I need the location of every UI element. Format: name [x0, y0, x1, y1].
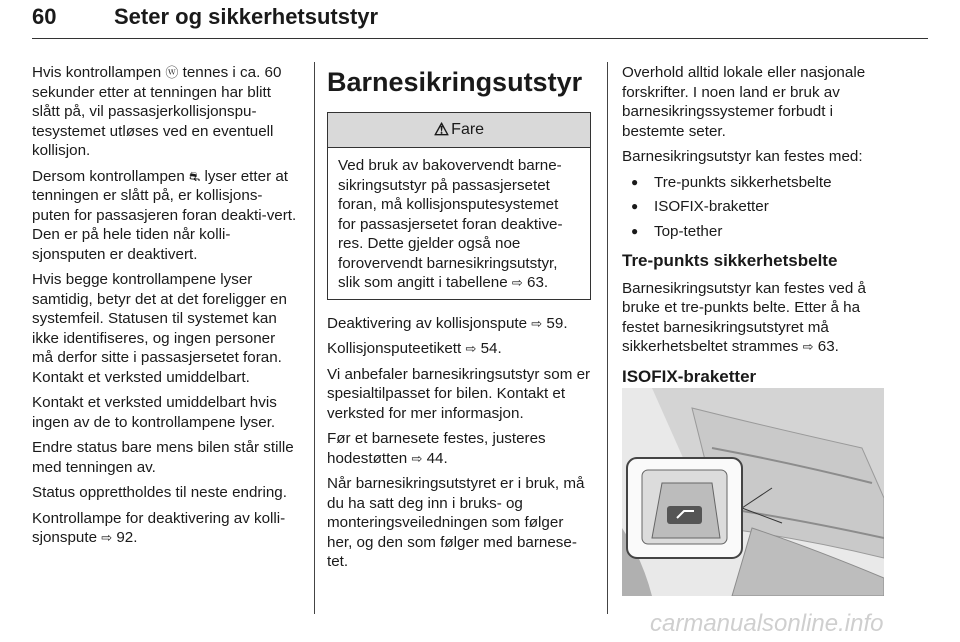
seat-illustration — [622, 388, 884, 596]
column-right — [622, 63, 892, 394]
cross-reference-link[interactable]: 54. — [476, 340, 502, 357]
cross-reference-link[interactable]: 44. — [422, 449, 448, 467]
section-title: Barnesikringsutstyr — [327, 67, 583, 97]
page-number: 60 — [32, 4, 57, 29]
list-item: ● ISOFIX-braketter — [622, 197, 892, 217]
paragraph: Barnesikringsutstyr kan festes med: — [622, 148, 863, 165]
column-middle — [327, 66, 591, 578]
cross-reference-link[interactable]: 63. — [522, 274, 549, 291]
watermark: carmanualsonline.info — [650, 610, 884, 637]
list-item: ● Top-tether — [622, 222, 892, 242]
paragraph: Deaktivering av kollisjonspute ⇨ 59. — [327, 314, 568, 332]
airbag-off-indicator-icon: ⛐ — [189, 168, 201, 184]
bullet-list — [622, 173, 892, 242]
column-left — [32, 63, 300, 554]
column-divider — [607, 62, 608, 614]
warning-box — [327, 112, 591, 300]
paragraph: Kontrollampe for deaktivering av kolli‐sjonspute ⇨ 92. — [32, 509, 286, 546]
paragraph: Endre status bare mens bilen står stille med tenningen av. — [32, 439, 294, 476]
warning-header — [328, 113, 590, 148]
paragraph: Status opprettholdes til neste endring. — [32, 484, 287, 501]
paragraph: Barnesikringsutstyr kan festes ved å bruke et tre-punkts belte. Etter å ha festet barnesikringsutstyret må sikkerhetsbeltet strammes ⇨ 63. — [622, 279, 866, 355]
warning-label: Fare — [451, 121, 485, 139]
paragraph: Kontakt et verksted umiddelbart hvis ingen av de to kontrollampene lyser. — [32, 394, 277, 431]
cross-reference-arrow-icon: ⇨ — [101, 530, 113, 545]
warning-text: Ved bruk av bakovervendt barne‐sikringsutstyr på passasjersetet foran, må kollisjonsputesystemet for passasjersetet foran deaktive‐res. Dette gjelder også noe forovervendt barnesikringsutstyr, slik som angitt i tabellene ⇨ 63. — [338, 157, 563, 291]
airbag-on-indicator-icon: ⓦ — [165, 65, 179, 80]
paragraph: Hvis begge kontrollampene lyser samtidig, betyr det at det foreligger en systemfeil. Statusen til systemet kan ikke identifiseres, og ingen personer må derfor sitte i passasjersetet foran. Kontakt et verksted umiddelbart. — [32, 271, 287, 386]
paragraph: Før et barnesete festes, justeres hodestøtten ⇨ 44. — [327, 430, 546, 467]
page-title: Seter og sikkerhetsutstyr — [114, 4, 379, 29]
paragraph: Når barnesikringsutstyret er i bruk, må du ha satt deg inn i bruks- og monteringsveiledningen som følger her, og den som følger med barnese‐tet. — [327, 475, 585, 570]
paragraph: Hvis kontrollampen ⓦ tennes i ca. 60 sekunder etter at tenningen har blitt slått på, vil passasjerkollisjonspu‐tesystemet utløses ved en eventuell kollisjon. — [32, 64, 282, 159]
subsection-heading: ISOFIX-braketter — [622, 366, 757, 386]
cross-reference-arrow-icon: ⇨ — [465, 341, 477, 356]
cross-reference-arrow-icon: ⇨ — [531, 315, 543, 331]
cross-reference-link[interactable]: 59. — [542, 314, 568, 332]
cross-reference-arrow-icon: ⇨ — [411, 450, 423, 466]
paragraph: Dersom kontrollampen ⛐ lyser etter at tenningen er slått på, er kollisjons‐puten for passasjeren foran deakti‐vert. Den er på hele tiden når kolli‐sjonsputen er deaktivert. — [32, 167, 297, 263]
paragraph: Vi anbefaler barnesikringsutstyr som er spesialtilpasset for bilen. Kontakt et verksted for mer informasjon. — [327, 365, 591, 422]
warning-triangle-icon: ⚠ — [433, 120, 450, 140]
paragraph: Overhold alltid lokale eller nasjonale forskrifter. I noen land er bruk av barnesikringssystemer forbudt i bestemte seter. — [622, 64, 866, 140]
column-divider — [314, 62, 315, 614]
isofix-illustration — [622, 388, 884, 596]
page-header — [32, 4, 928, 39]
cross-reference-arrow-icon: ⇨ — [802, 339, 814, 354]
cross-reference-arrow-icon: ⇨ — [511, 275, 523, 290]
subsection-heading: Tre-punkts sikkerhetsbelte — [622, 251, 838, 270]
list-item: ● Tre-punkts sikkerhetsbelte — [622, 173, 892, 193]
paragraph: Kollisjonsputeetikett ⇨ 54. — [327, 340, 502, 357]
cross-reference-link[interactable]: 92. — [112, 529, 138, 546]
cross-reference-link[interactable]: 63. — [813, 338, 839, 355]
